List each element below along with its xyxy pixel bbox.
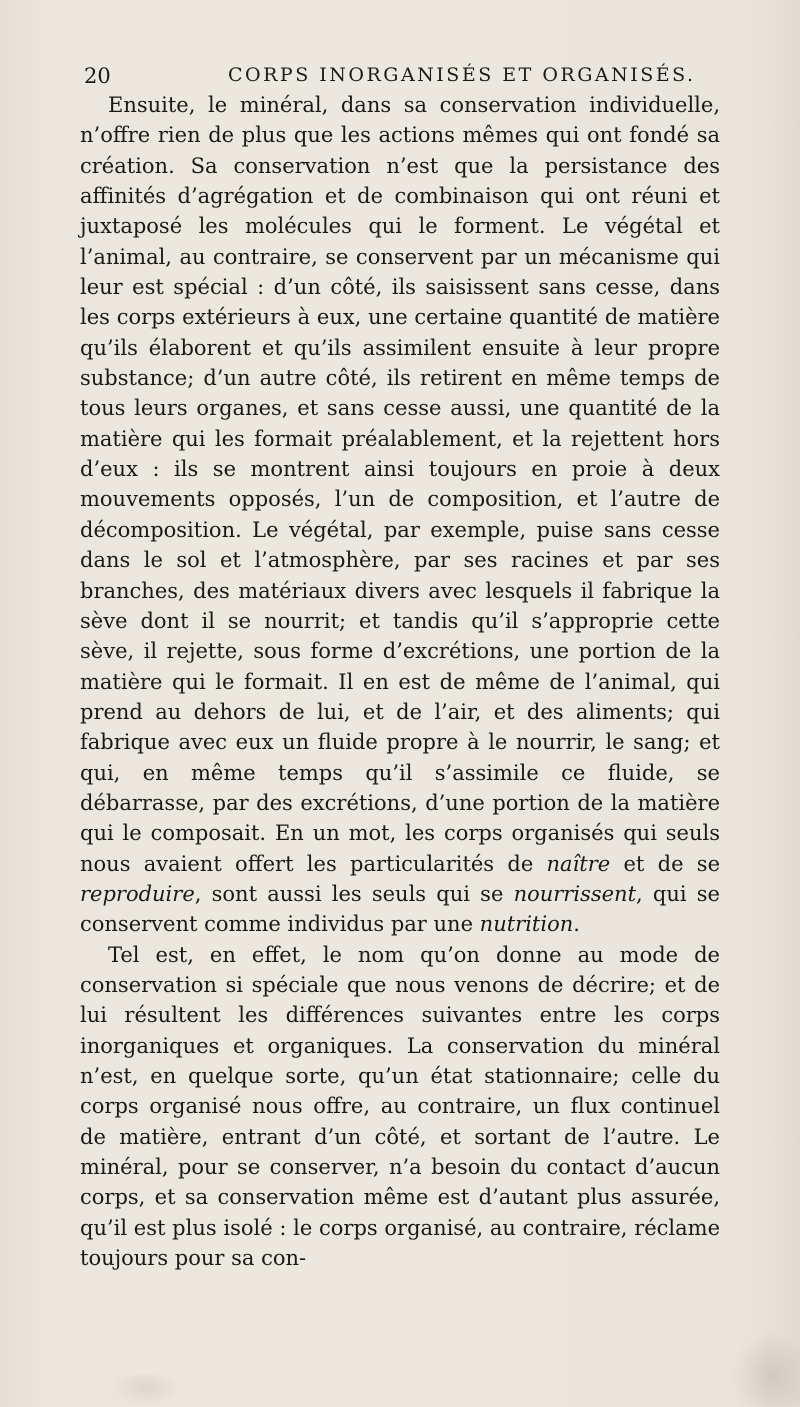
paragraph-1-text-a: Ensuite, le minéral, dans sa conservation individuelle, n’offre rien de plus que les actions mêmes qui ont fondé sa création. Sa conservation n’est que la persistance des affinités d’agrégation et de combinaison qui ont réuni et juxtaposé les molécules qui le forment. Le végétal et l’animal, au contraire, se conservent par un mécanisme qui leur est spécial : d’un côté, ils saisissent sans cesse, dans les corps extérieurs à eux, une certaine quantité de matière qu’ils élaborent et qu’ils assimilent ensuite à leur propre substance; d’un autre côté, ils retirent en même temps de tous leurs organes, et sans cesse aussi, une quantité de la matière qui les formait préalablement, et la rejettent hors d’eux : ils se montrent ainsi toujours en proie à deux mouvements opposés, l’un de composition, et l’autre de décomposition. Le végétal, par exemple, puise sans cesse dans le sol et l’atmosphère, par ses racines et par ses branches, des matériaux divers avec lesquels il fabrique la sève dont il se nourrit; et tandis qu’il s’approprie cette sève, il rejette, sous forme d’excrétions, une portion de la matière qui le formait. Il en est de même de l’animal, qui prend au dehors de lui, et de l’air, et des aliments; qui fabrique avec eux un fluide propre à le nourrir, le sang; et qui, en même temps qu’il s’assimile ce fluide, se débarrasse, par des excrétions, d’une portion de la matière qui le composait. En un mot, les corps organisés qui seuls nous avaient offert les particularités de	[80, 93, 720, 876]
paragraph-1-text-e: .	[573, 912, 580, 937]
italic-nourrissent: nourrissent	[513, 881, 637, 906]
page-number: 20	[84, 64, 111, 88]
paragraph-1-text-d: , qui se conservent comme individus par une	[80, 881, 720, 937]
paragraph-1-text-c: , sont aussi les seuls qui se	[194, 881, 514, 906]
paragraph-1-text-b: et de se	[610, 851, 720, 876]
italic-naitre: naître	[546, 851, 611, 876]
running-title: CORPS INORGANISÉS ET ORGANISÉS.	[228, 64, 696, 86]
body-text	[80, 90, 720, 1273]
italic-nutrition: nutrition	[479, 912, 574, 937]
paper-stain	[110, 1375, 180, 1407]
paragraph-2: Tel est, en effet, le nom qu’on donne au mode de conservation si spéciale que nous venons de décrire; et de lui résultent les différences suivantes entre les corps inorganiques et organiques. La conservation du minéral n’est, en quelque sorte, qu’un état stationnaire; celle du corps organisé nous offre, au contraire, un flux continuel de matière, entrant d’un côté, et sortant de l’autre. Le minéral, pour se conserver, n’a besoin du contact d’aucun corps, et sa conservation même est d’autant plus assurée, qu’il est plus isolé : le corps organisé, au contraire, réclame toujours pour sa con-	[80, 942, 720, 1271]
paper-stain	[730, 1330, 800, 1407]
paragraph-1	[80, 90, 720, 940]
italic-reproduire: reproduire	[80, 881, 195, 906]
